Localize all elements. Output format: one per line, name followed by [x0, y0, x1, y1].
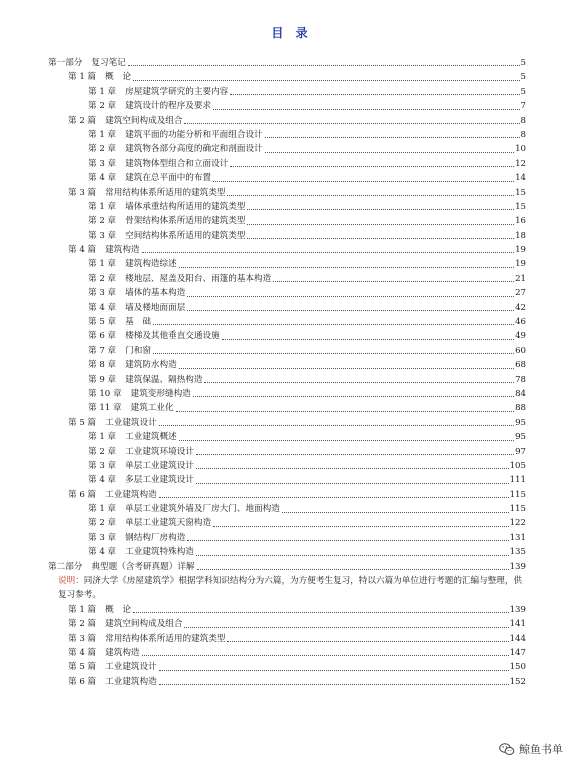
dot-leader	[187, 296, 514, 297]
toc-entry-title: 骨架结构体系所适用的建筑类型	[125, 216, 246, 227]
toc-entry[interactable]	[48, 214, 526, 228]
dot-leader	[247, 238, 514, 239]
toc-entry-label	[48, 99, 211, 113]
toc-entry-number: 第 5 篇	[68, 417, 97, 428]
toc-entry-label	[48, 186, 225, 200]
dot-leader	[184, 123, 519, 124]
toc-entry[interactable]	[48, 85, 526, 99]
toc-entry-page: 111	[509, 475, 526, 486]
toc-entry-number: 第 2 章	[88, 101, 117, 112]
toc-entry-label	[48, 344, 151, 358]
dot-leader	[159, 425, 514, 426]
toc-entry-number: 第 3 章	[88, 288, 117, 299]
toc-entry[interactable]	[48, 387, 526, 401]
toc-entry-title: 工业建筑特殊构造	[125, 547, 194, 558]
toc-entry-page: 16	[515, 216, 526, 227]
toc-entry[interactable]	[48, 488, 526, 502]
dot-leader	[196, 454, 514, 455]
toc-entry-title: 工业建筑概述	[125, 432, 177, 443]
toc-entry-number: 第 2 篇	[68, 619, 97, 630]
toc-entry-title: 建筑空间构成及组合	[105, 115, 183, 126]
toc-entry-label	[48, 560, 195, 574]
toc-entry-number: 第 2 章	[88, 144, 117, 155]
toc-entry-title: 墙体承重结构所适用的建筑类型	[125, 201, 246, 212]
toc-entry-label	[48, 416, 157, 430]
toc-entry-number: 第 3 篇	[68, 187, 97, 198]
toc-entry-number: 第 3 章	[88, 532, 117, 543]
toc-entry-title: 概 论	[105, 72, 131, 83]
toc-entry-title: 建筑构造	[105, 245, 140, 256]
dot-leader	[265, 152, 514, 153]
dot-leader	[159, 684, 509, 685]
toc-entry[interactable]	[48, 632, 526, 646]
toc-entry-label	[48, 214, 245, 228]
toc-entry[interactable]	[48, 646, 526, 660]
toc-entry[interactable]	[48, 286, 526, 300]
toc-entry-page: 49	[515, 331, 526, 342]
dot-leader	[213, 109, 519, 110]
dot-leader	[265, 137, 520, 138]
dot-leader	[213, 526, 509, 527]
dot-leader	[159, 670, 509, 671]
toc-entry-page: 95	[515, 417, 526, 428]
toc-entry-page: 115	[509, 489, 526, 500]
toc-entry[interactable]	[48, 56, 526, 70]
dot-leader	[282, 512, 509, 513]
toc-entry-number: 第 2 章	[88, 273, 117, 284]
toc-entry-title: 建筑物各部分高度的确定和剖面设计	[125, 144, 263, 155]
toc-entry-page: 152	[509, 676, 526, 687]
toc-entry[interactable]	[48, 301, 526, 315]
toc-entry-label	[48, 329, 220, 343]
toc-entry[interactable]	[48, 401, 526, 415]
toc-entry-number: 第 4 章	[88, 547, 117, 558]
toc-entry[interactable]	[48, 660, 526, 674]
toc-entry-title: 工业建筑构造	[105, 676, 157, 687]
note-label: 说明：	[58, 576, 84, 587]
toc-entry-number: 第 1 章	[88, 129, 117, 140]
toc-entry-label	[48, 301, 185, 315]
toc-entry-number: 第 3 篇	[68, 633, 97, 644]
toc-entry-label	[48, 430, 177, 444]
toc-entry-number: 第 1 章	[88, 432, 117, 443]
note-text: 同济大学《房屋建筑学》根据学科知识结构分为六篇，为方便考生复习，特以六篇为单位进行考题的汇编与整理，供复习参考。	[58, 576, 523, 601]
toc-entry[interactable]	[48, 142, 526, 156]
toc-entry-title: 墙体的基本构造	[125, 288, 186, 299]
toc-entry-label	[48, 488, 157, 502]
toc-part-two	[48, 603, 526, 689]
toc-entry-number: 第 1 章	[88, 86, 117, 97]
toc-entry-number: 第 6 篇	[68, 489, 97, 500]
toc-entry[interactable]	[48, 315, 526, 329]
dot-leader	[197, 569, 509, 570]
toc-entry-title: 工业建筑构造	[105, 489, 157, 500]
toc-entry-number: 第 4 章	[88, 302, 117, 313]
toc-entry[interactable]	[48, 99, 526, 113]
toc-entry[interactable]	[48, 502, 526, 516]
watermark	[499, 741, 563, 757]
toc-entry-number: 第 8 章	[88, 360, 117, 371]
toc-entry-page: 95	[515, 432, 526, 443]
toc-entry-number: 第二部分	[48, 561, 83, 572]
toc-entry[interactable]	[48, 531, 526, 545]
toc-entry-page: 19	[515, 259, 526, 270]
toc-entry-title: 单层工业建筑天窗构造	[125, 518, 212, 529]
toc-entry[interactable]	[48, 243, 526, 257]
dot-leader	[133, 80, 520, 81]
toc-entry-label	[48, 70, 131, 84]
toc-entry[interactable]	[48, 257, 526, 271]
toc-entry-page: 18	[515, 230, 526, 241]
toc-entry[interactable]	[48, 373, 526, 387]
toc-entry[interactable]	[48, 445, 526, 459]
toc-entry-number: 第 4 篇	[68, 648, 97, 659]
dot-leader	[142, 655, 509, 656]
dot-leader	[153, 353, 514, 354]
dot-leader	[179, 368, 514, 369]
toc-entry-title: 单层工业建筑外墙及厂房大门、地面构造	[125, 504, 280, 515]
toc-entry-title: 房屋建筑学研究的主要内容	[125, 86, 229, 97]
toc-entry-page: 150	[509, 662, 526, 673]
dot-leader	[213, 181, 514, 182]
toc-entry-title: 常用结构体系所适用的建筑类型	[105, 633, 226, 644]
toc-entry-number: 第一部分	[48, 57, 83, 68]
toc-entry-page: 15	[515, 187, 526, 198]
toc-entry-page: 139	[509, 561, 526, 572]
toc-entry[interactable]	[48, 200, 526, 214]
dot-leader	[128, 65, 520, 66]
toc-entry[interactable]	[48, 603, 526, 617]
toc-entry-label	[48, 286, 185, 300]
toc-entry-title: 建筑变形缝构造	[130, 388, 191, 399]
dot-leader	[184, 627, 508, 628]
toc-entry-title: 常用结构体系所适用的建筑类型	[105, 187, 226, 198]
toc-entry-title: 楼地层、屋盖及阳台、雨篷的基本构造	[125, 273, 272, 284]
toc-entry-title: 多层工业建筑设计	[125, 475, 194, 486]
toc-entry-number: 第 5 章	[88, 317, 117, 328]
toc-entry-title: 建筑在总平面中的布置	[125, 173, 212, 184]
toc-entry-label	[48, 200, 245, 214]
toc-entry-label	[48, 171, 211, 185]
toc-entry[interactable]	[48, 344, 526, 358]
toc-entry-title: 工业建筑设计	[105, 662, 157, 673]
toc-entry-title: 建筑物体型组合和立面设计	[125, 158, 229, 169]
toc-entry-label	[48, 516, 211, 530]
toc-entry-number: 第 3 章	[88, 460, 117, 471]
toc-entry-title: 工业建筑环境设计	[125, 446, 194, 457]
toc-entry[interactable]	[48, 560, 526, 574]
toc-entry-title: 建筑设计的程序及要求	[125, 101, 212, 112]
toc-entry-label	[48, 401, 174, 415]
toc-entry[interactable]	[48, 473, 526, 487]
toc-entry-number: 第 1 篇	[68, 604, 97, 615]
toc-entry-label	[48, 142, 263, 156]
toc-entry-title: 建筑防水构造	[125, 360, 177, 371]
toc-entry-title: 墙及楼地面面层	[125, 302, 186, 313]
dot-leader	[227, 195, 514, 196]
toc-entry-label	[48, 660, 157, 674]
toc-entry-page: 5	[520, 57, 526, 68]
toc-entry[interactable]	[48, 617, 526, 631]
toc-entry-label	[48, 315, 151, 329]
toc-entry-label	[48, 531, 185, 545]
toc-entry-title: 建筑构造	[105, 648, 140, 659]
toc-entry-number: 第 2 章	[88, 518, 117, 529]
dot-leader	[142, 252, 515, 253]
toc-entry-number: 第 11 章	[88, 403, 122, 414]
toc-entry[interactable]	[48, 329, 526, 343]
toc-entry-label	[48, 128, 263, 142]
toc-entry-label	[48, 545, 194, 559]
toc-entry[interactable]	[48, 416, 526, 430]
toc-entry-page: 122	[509, 518, 526, 529]
dot-leader	[230, 94, 519, 95]
toc-entry-title: 楼梯及其他垂直交通设施	[125, 331, 220, 342]
toc-entry-label	[48, 56, 126, 70]
dot-leader	[196, 483, 509, 484]
dot-leader	[204, 382, 514, 383]
toc-entry[interactable]	[48, 459, 526, 473]
toc-entry-page: 19	[515, 245, 526, 256]
toc-entry-label	[48, 229, 245, 243]
dot-leader	[273, 281, 514, 282]
toc-entry-number: 第 1 章	[88, 259, 117, 270]
dot-leader	[247, 224, 514, 225]
toc-entry-page: 105	[509, 460, 526, 471]
dot-leader	[196, 555, 509, 556]
toc-entry-title: 建筑工业化	[130, 403, 174, 414]
toc-entry-page: 8	[520, 129, 526, 140]
toc-entry[interactable]	[48, 545, 526, 559]
toc-entry-label	[48, 272, 271, 286]
toc-entry-label	[48, 373, 202, 387]
toc-entry-label	[48, 459, 194, 473]
toc-entry-label	[48, 502, 280, 516]
dot-leader	[176, 411, 514, 412]
toc-entry[interactable]	[48, 358, 526, 372]
toc-entry[interactable]	[48, 430, 526, 444]
toc-entry-number: 第 10 章	[88, 388, 122, 399]
page-title: 目 录	[271, 26, 312, 40]
toc-entry-title: 建筑构造综述	[125, 259, 177, 270]
toc-entry-label	[48, 257, 177, 271]
toc-entry-label	[48, 387, 191, 401]
toc-entry-title: 工业建筑设计	[105, 417, 157, 428]
toc-entry-title: 建筑保温、隔热构造	[125, 374, 203, 385]
toc-entry-title: 基 础	[125, 317, 151, 328]
toc-entry-number: 第 1 篇	[68, 72, 97, 83]
toc-entry-number: 第 3 章	[88, 230, 117, 241]
toc-entry-page: 135	[509, 547, 526, 558]
toc-entry-page: 131	[509, 532, 526, 543]
toc-entry-number: 第 6 篇	[68, 676, 97, 687]
toc-entry[interactable]	[48, 70, 526, 84]
dot-leader	[222, 339, 514, 340]
dot-leader	[227, 641, 508, 642]
toc-entry-label	[48, 675, 157, 689]
dot-leader	[153, 324, 514, 325]
toc-entry-title: 建筑平面的功能分析和平面组合设计	[125, 129, 263, 140]
toc-entry-number: 第 7 章	[88, 345, 117, 356]
toc-entry-page: 147	[509, 648, 526, 659]
toc-entry-number: 第 4 章	[88, 173, 117, 184]
toc-entry-label	[48, 445, 194, 459]
toc-entry[interactable]	[48, 171, 526, 185]
toc-entry-number: 第 6 章	[88, 331, 117, 342]
table-of-contents	[48, 56, 526, 689]
toc-entry[interactable]	[48, 675, 526, 689]
toc-entry[interactable]	[48, 517, 526, 531]
toc-entry-page: 88	[515, 403, 526, 414]
toc-entry-title: 门和窗	[125, 345, 151, 356]
toc-entry-page: 141	[509, 619, 526, 630]
toc-entry-page: 115	[509, 504, 526, 515]
toc-entry-page: 42	[515, 302, 526, 313]
toc-entry-page: 78	[515, 374, 526, 385]
dot-leader	[193, 396, 514, 397]
toc-entry-title: 钢结构厂房构造	[125, 532, 186, 543]
toc-entry[interactable]	[48, 186, 526, 200]
toc-entry-title: 建筑空间构成及组合	[105, 619, 183, 630]
note-paragraph	[48, 574, 526, 603]
toc-entry-label	[48, 473, 194, 487]
dot-leader	[187, 540, 508, 541]
toc-entry-page: 8	[520, 115, 526, 126]
toc-entry-page: 10	[515, 144, 526, 155]
toc-entry-page: 144	[509, 633, 526, 644]
dot-leader	[179, 267, 514, 268]
toc-entry-title: 单层工业建筑设计	[125, 460, 194, 471]
toc-entry-label	[48, 603, 131, 617]
toc-entry-page: 12	[515, 158, 526, 169]
toc-entry[interactable]	[48, 157, 526, 171]
toc-entry-label	[48, 85, 228, 99]
toc-entry-page: 97	[515, 446, 526, 457]
dot-leader	[179, 440, 514, 441]
toc-entry[interactable]	[48, 229, 526, 243]
toc-entry[interactable]	[48, 128, 526, 142]
toc-entry-page: 5	[520, 72, 526, 83]
toc-entry-number: 第 1 章	[88, 504, 117, 515]
toc-entry-title: 复习笔记	[91, 57, 126, 68]
toc-entry-title: 典型题（含考研真题）详解	[91, 561, 195, 572]
dot-leader	[187, 310, 514, 311]
toc-entry-label	[48, 114, 182, 128]
wechat-icon	[499, 743, 515, 756]
toc-entry-page: 68	[515, 360, 526, 371]
toc-entry-page: 15	[515, 201, 526, 212]
toc-entry-title: 概 论	[105, 604, 131, 615]
dot-leader	[133, 612, 509, 613]
toc-entry-label	[48, 632, 225, 646]
toc-entry-page: 84	[515, 388, 526, 399]
toc-entry-page: 46	[515, 317, 526, 328]
toc-entry-label	[48, 243, 140, 257]
dot-leader	[196, 468, 509, 469]
toc-entry-page: 27	[515, 288, 526, 299]
toc-entry-label	[48, 646, 140, 660]
toc-entry-number: 第 2 篇	[68, 115, 97, 126]
dot-leader	[247, 209, 514, 210]
toc-entry[interactable]	[48, 272, 526, 286]
toc-entry-number: 第 2 章	[88, 216, 117, 227]
toc-part-one	[48, 56, 526, 574]
toc-entry-number: 第 1 章	[88, 201, 117, 212]
toc-entry-page: 14	[515, 173, 526, 184]
toc-entry-number: 第 2 章	[88, 446, 117, 457]
toc-entry-number: 第 9 章	[88, 374, 117, 385]
toc-entry-title: 空间结构体系所适用的建筑类型	[125, 230, 246, 241]
toc-entry-label	[48, 617, 182, 631]
toc-entry-page: 5	[520, 86, 526, 97]
dot-leader	[159, 497, 509, 498]
toc-entry-page: 139	[509, 604, 526, 615]
watermark-text: 鲸鱼书单	[519, 743, 563, 756]
toc-entry-label	[48, 157, 228, 171]
toc-entry-number: 第 4 章	[88, 475, 117, 486]
dot-leader	[230, 166, 514, 167]
toc-entry[interactable]	[48, 114, 526, 128]
toc-entry-number: 第 5 篇	[68, 662, 97, 673]
toc-entry-number: 第 3 章	[88, 158, 117, 169]
toc-entry-page: 21	[515, 273, 526, 284]
toc-entry-label	[48, 358, 177, 372]
toc-entry-page: 7	[520, 101, 526, 112]
toc-entry-page: 60	[515, 345, 526, 356]
toc-entry-number: 第 4 篇	[68, 245, 97, 256]
